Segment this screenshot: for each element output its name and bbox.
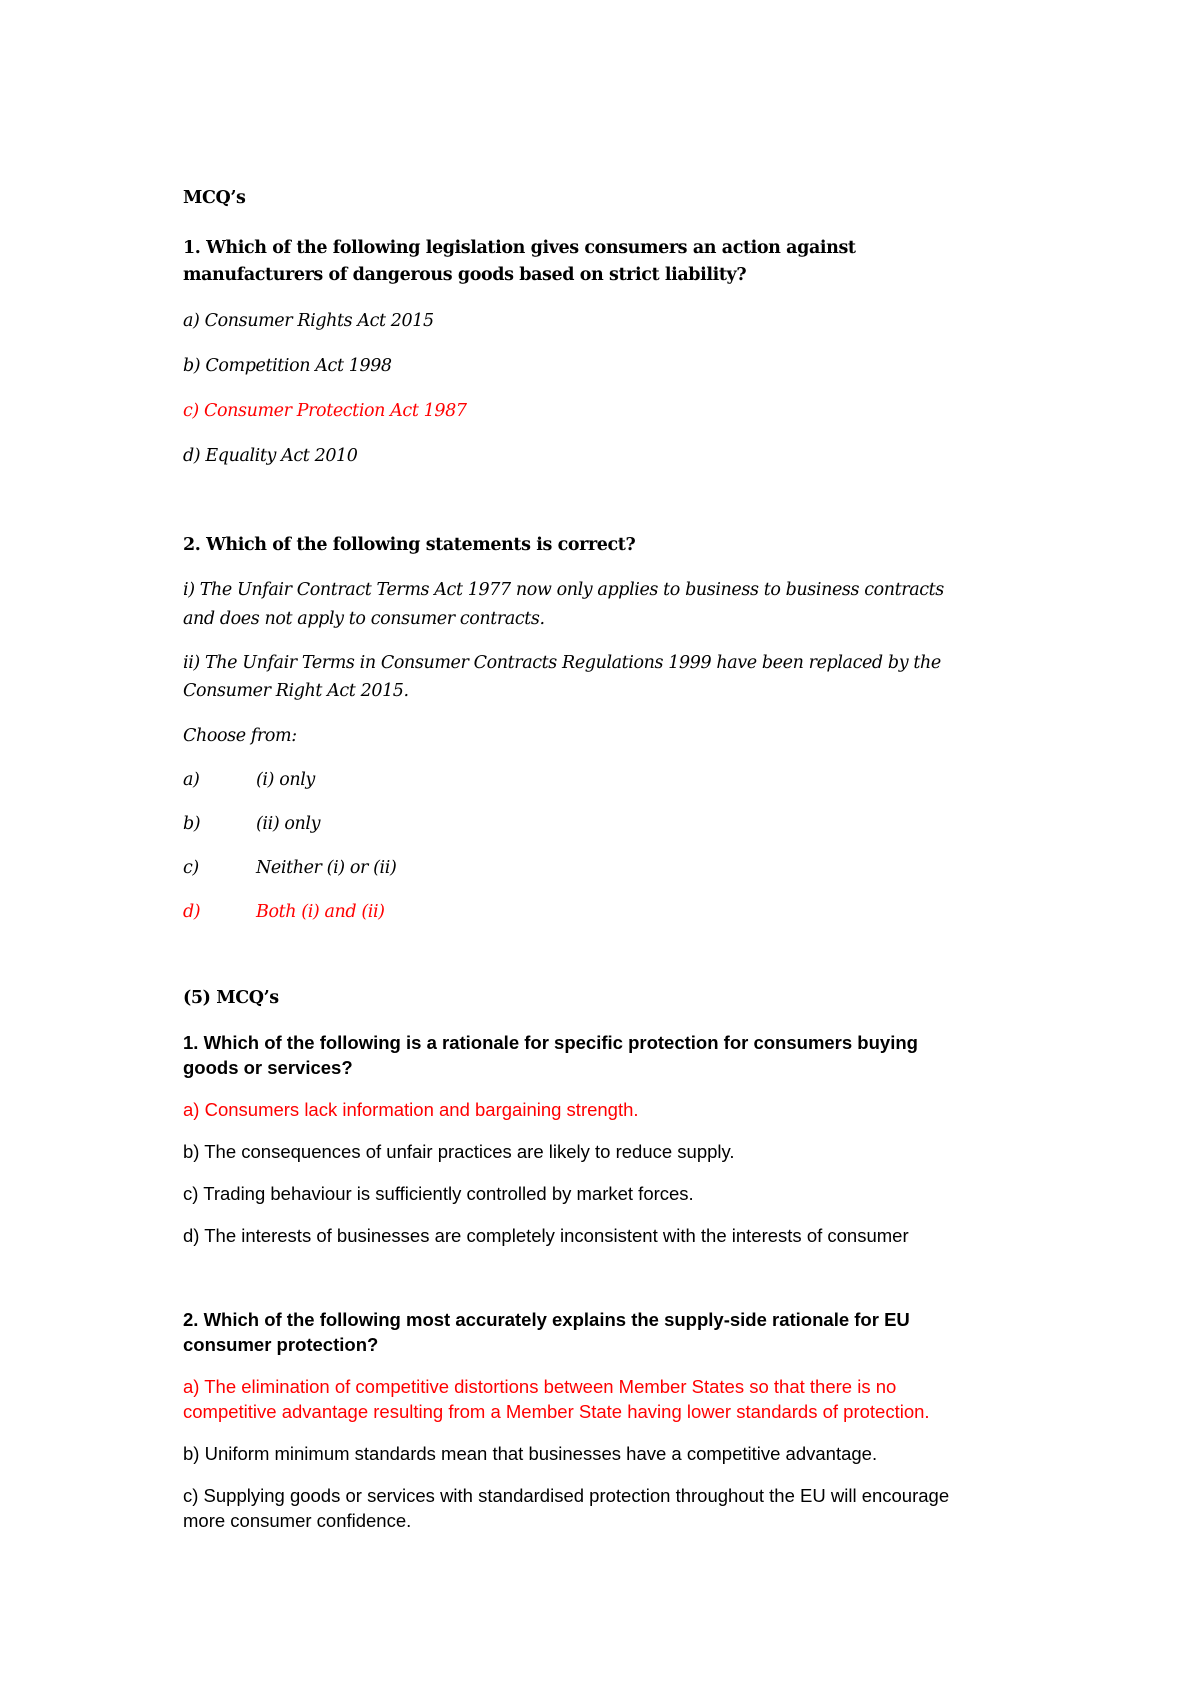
option-d: d) The interests of businesses are completely inconsistent with the interests of consumer <box>183 1225 909 1246</box>
statement-ii: ii) The Unfair Terms in Consumer Contracts Regulations 1999 have been replaced by the <box>183 653 941 673</box>
option-text: Both (i) and (ii) <box>256 902 385 922</box>
option-a-continued: competitive advantage resulting from a Member State having lower standards of protection. <box>183 1401 930 1422</box>
statement-i-continued: and does not apply to consumer contracts. <box>183 609 545 629</box>
option-c-continued: more consumer confidence. <box>183 1510 412 1531</box>
choose-from-label: Choose from: <box>183 726 297 746</box>
question-text: manufacturers of dangerous goods based on strict liability? <box>183 265 747 285</box>
option-letter: c) <box>183 858 199 878</box>
option-b: b) The consequences of unfair practices are likely to reduce supply. <box>183 1141 735 1162</box>
option-text: (ii) only <box>256 814 321 834</box>
option-a-correct-answer: a) The elimination of competitive distortions between Member States so that there is no <box>183 1376 897 1397</box>
question-text: 1. Which of the following is a rationale for specific protection for consumers buying <box>183 1032 918 1053</box>
section-heading: (5) MCQ’s <box>183 988 279 1008</box>
option-c: c) Supplying goods or services with standardised protection throughout the EU will encourage <box>183 1485 950 1506</box>
option-c-correct-answer: c) Consumer Protection Act 1987 <box>183 401 467 421</box>
option-a-correct-answer: a) Consumers lack information and bargaining strength. <box>183 1099 639 1120</box>
option-c: c) Trading behaviour is sufficiently controlled by market forces. <box>183 1183 694 1204</box>
question-text: 1. Which of the following legislation gives consumers an action against <box>183 238 856 258</box>
option-letter: b) <box>183 814 201 834</box>
question-text: 2. Which of the following statements is correct? <box>183 535 636 555</box>
question-text: 2. Which of the following most accurately explains the supply-side rationale for EU <box>183 1309 910 1330</box>
option-text: Neither (i) or (ii) <box>256 858 397 878</box>
option-d: d) Equality Act 2010 <box>183 446 358 466</box>
question-text: consumer protection? <box>183 1334 379 1355</box>
option-text: (i) only <box>256 770 315 790</box>
option-b: b) Uniform minimum standards mean that businesses have a competitive advantage. <box>183 1443 878 1464</box>
option-a: a) Consumer Rights Act 2015 <box>183 311 434 331</box>
option-b: b) Competition Act 1998 <box>183 356 392 376</box>
section-heading: MCQ’s <box>183 188 246 208</box>
question-text: goods or services? <box>183 1057 353 1078</box>
option-letter: d) <box>183 902 201 922</box>
statement-i: i) The Unfair Contract Terms Act 1977 now only applies to business to business contracts <box>183 580 944 600</box>
option-letter: a) <box>183 770 200 790</box>
statement-ii-continued: Consumer Right Act 2015. <box>183 681 409 701</box>
